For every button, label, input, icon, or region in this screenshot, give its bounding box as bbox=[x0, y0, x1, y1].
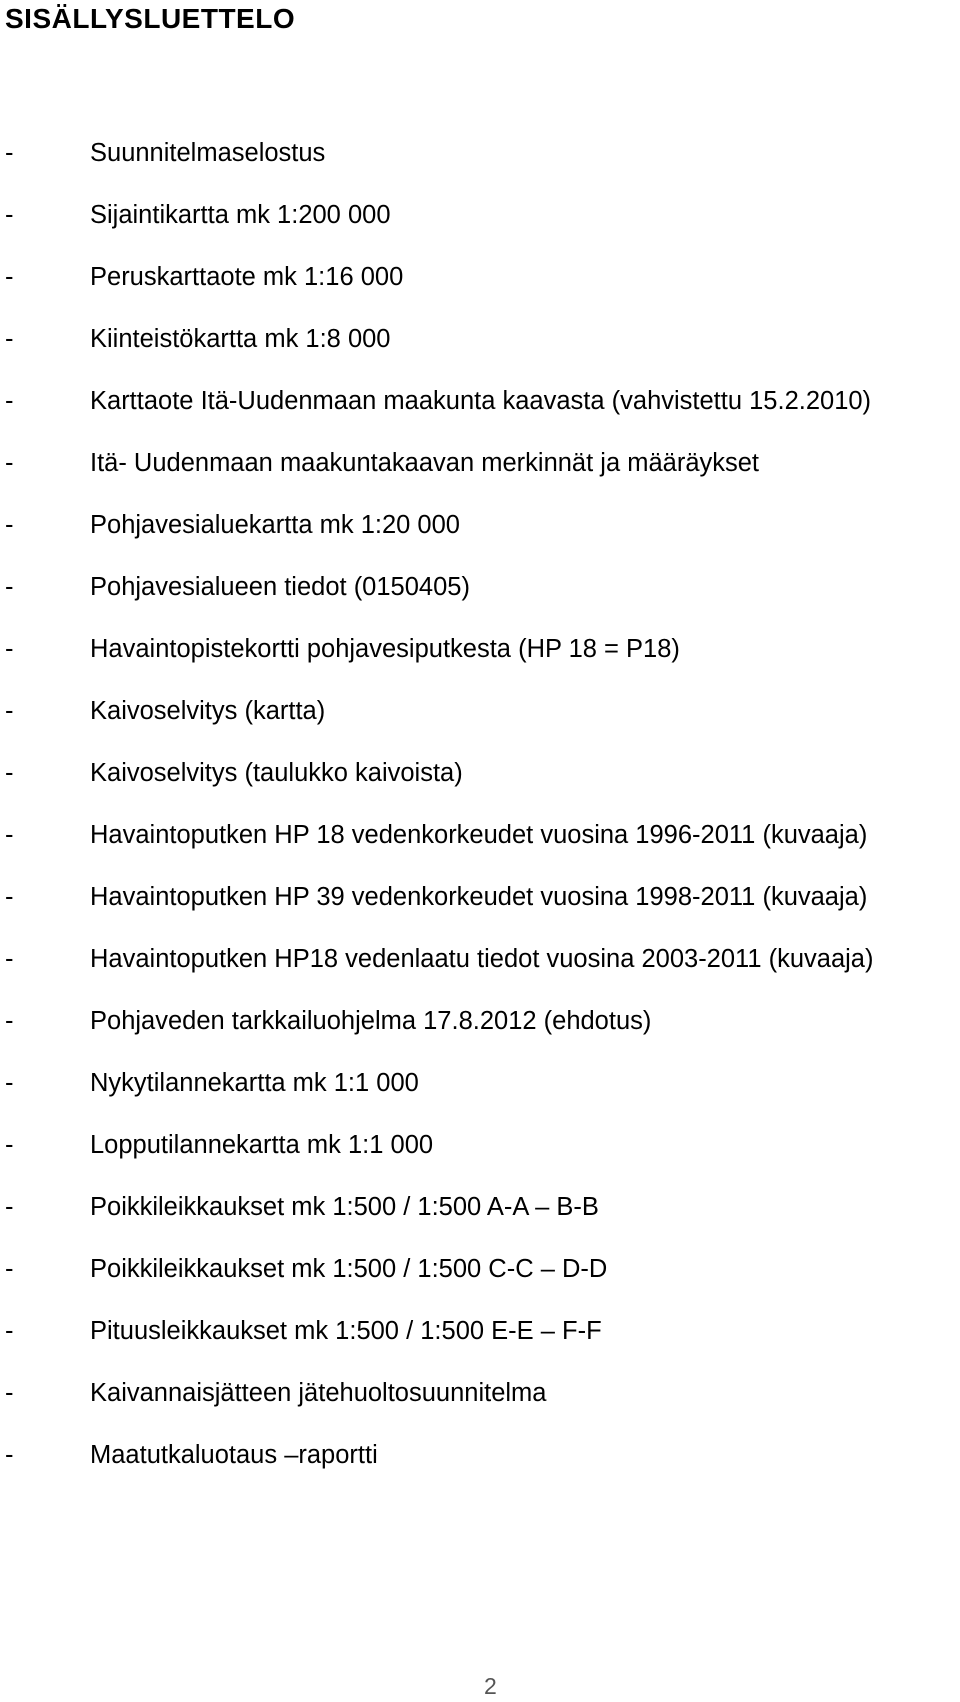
list-dash: - bbox=[5, 511, 14, 539]
list-item bbox=[0, 942, 960, 976]
list-item-label: Poikkileikkaukset mk 1:500 / 1:500 A-A – B-B bbox=[90, 1193, 599, 1221]
list-item bbox=[0, 1252, 960, 1286]
list-item bbox=[0, 632, 960, 666]
list-item bbox=[0, 1004, 960, 1038]
list-dash: - bbox=[5, 759, 14, 787]
list-item-label: Pituusleikkaukset mk 1:500 / 1:500 E-E – F-F bbox=[90, 1317, 602, 1345]
list-item bbox=[0, 1190, 960, 1224]
list-item bbox=[0, 1066, 960, 1100]
list-item bbox=[0, 384, 960, 418]
list-item bbox=[0, 1128, 960, 1162]
list-item-label: Pohjavesialueen tiedot (0150405) bbox=[90, 573, 470, 601]
list-item-label: Maatutkaluotaus –raportti bbox=[90, 1441, 378, 1469]
list-dash: - bbox=[5, 387, 14, 415]
list-item-label: Itä- Uudenmaan maakuntakaavan merkinnät ja määräykset bbox=[90, 449, 760, 477]
list-dash: - bbox=[5, 821, 14, 849]
list-dash: - bbox=[5, 883, 14, 911]
list-dash: - bbox=[5, 573, 14, 601]
list-dash: - bbox=[5, 945, 14, 973]
list-dash: - bbox=[5, 1069, 14, 1097]
list-item bbox=[0, 508, 960, 542]
list-item-label: Peruskarttaote mk 1:16 000 bbox=[90, 263, 404, 291]
list-item bbox=[0, 694, 960, 728]
list-item bbox=[0, 446, 960, 480]
list-dash: - bbox=[5, 1131, 14, 1159]
list-dash: - bbox=[5, 1317, 14, 1345]
list-item bbox=[0, 570, 960, 604]
list-item bbox=[0, 322, 960, 356]
list-item bbox=[0, 136, 960, 170]
list-dash: - bbox=[5, 635, 14, 663]
list-item-label: Kaivoselvitys (taulukko kaivoista) bbox=[90, 759, 463, 787]
list-dash: - bbox=[5, 201, 14, 229]
list-item-label: Kiinteistökartta mk 1:8 000 bbox=[90, 325, 391, 353]
list-item-label: Kaivannaisjätteen jätehuoltosuunnitelma bbox=[90, 1379, 547, 1407]
list-dash: - bbox=[5, 325, 14, 353]
list-dash: - bbox=[5, 139, 14, 167]
list-item-label: Sijaintikartta mk 1:200 000 bbox=[90, 201, 391, 229]
list-item-label: Havaintopistekortti pohjavesiputkesta (HP 18 = P18) bbox=[90, 635, 680, 663]
list-item-label: Havaintoputken HP 18 vedenkorkeudet vuosina 1996-2011 (kuvaaja) bbox=[90, 821, 868, 849]
list-dash: - bbox=[5, 1255, 14, 1283]
list-dash: - bbox=[5, 263, 14, 291]
list-item-label: Suunnitelmaselostus bbox=[90, 139, 326, 167]
list-item bbox=[0, 260, 960, 294]
list-item bbox=[0, 1314, 960, 1348]
list-item-label: Havaintoputken HP 39 vedenkorkeudet vuosina 1998-2011 (kuvaaja) bbox=[90, 883, 868, 911]
list-item-label: Nykytilannekartta mk 1:1 000 bbox=[90, 1069, 419, 1097]
list-item-label: Havaintoputken HP18 vedenlaatu tiedot vuosina 2003-2011 (kuvaaja) bbox=[90, 945, 874, 973]
list-dash: - bbox=[5, 1193, 14, 1221]
list-item bbox=[0, 756, 960, 790]
page-number: 2 bbox=[484, 1673, 497, 1699]
list-dash: - bbox=[5, 1379, 14, 1407]
list-item-label: Pohjavesialuekartta mk 1:20 000 bbox=[90, 511, 460, 539]
list-item bbox=[0, 1438, 960, 1472]
list-dash: - bbox=[5, 1441, 14, 1469]
list-dash: - bbox=[5, 1007, 14, 1035]
list-item bbox=[0, 880, 960, 914]
list-item-label: Lopputilannekartta mk 1:1 000 bbox=[90, 1131, 434, 1159]
list-dash: - bbox=[5, 697, 14, 725]
list-item-label: Pohjaveden tarkkailuohjelma 17.8.2012 (ehdotus) bbox=[90, 1007, 652, 1035]
list-item-label: Karttaote Itä-Uudenmaan maakunta kaavasta (vahvistettu 15.2.2010) bbox=[90, 387, 872, 415]
page-title: SISÄLLYSLUETTELO bbox=[5, 3, 296, 34]
list-item bbox=[0, 198, 960, 232]
list-item-label: Poikkileikkaukset mk 1:500 / 1:500 C-C – D-D bbox=[90, 1255, 608, 1283]
list-item bbox=[0, 818, 960, 852]
list-item-label: Kaivoselvitys (kartta) bbox=[90, 697, 326, 725]
list-item bbox=[0, 1376, 960, 1410]
list-dash: - bbox=[5, 449, 14, 477]
